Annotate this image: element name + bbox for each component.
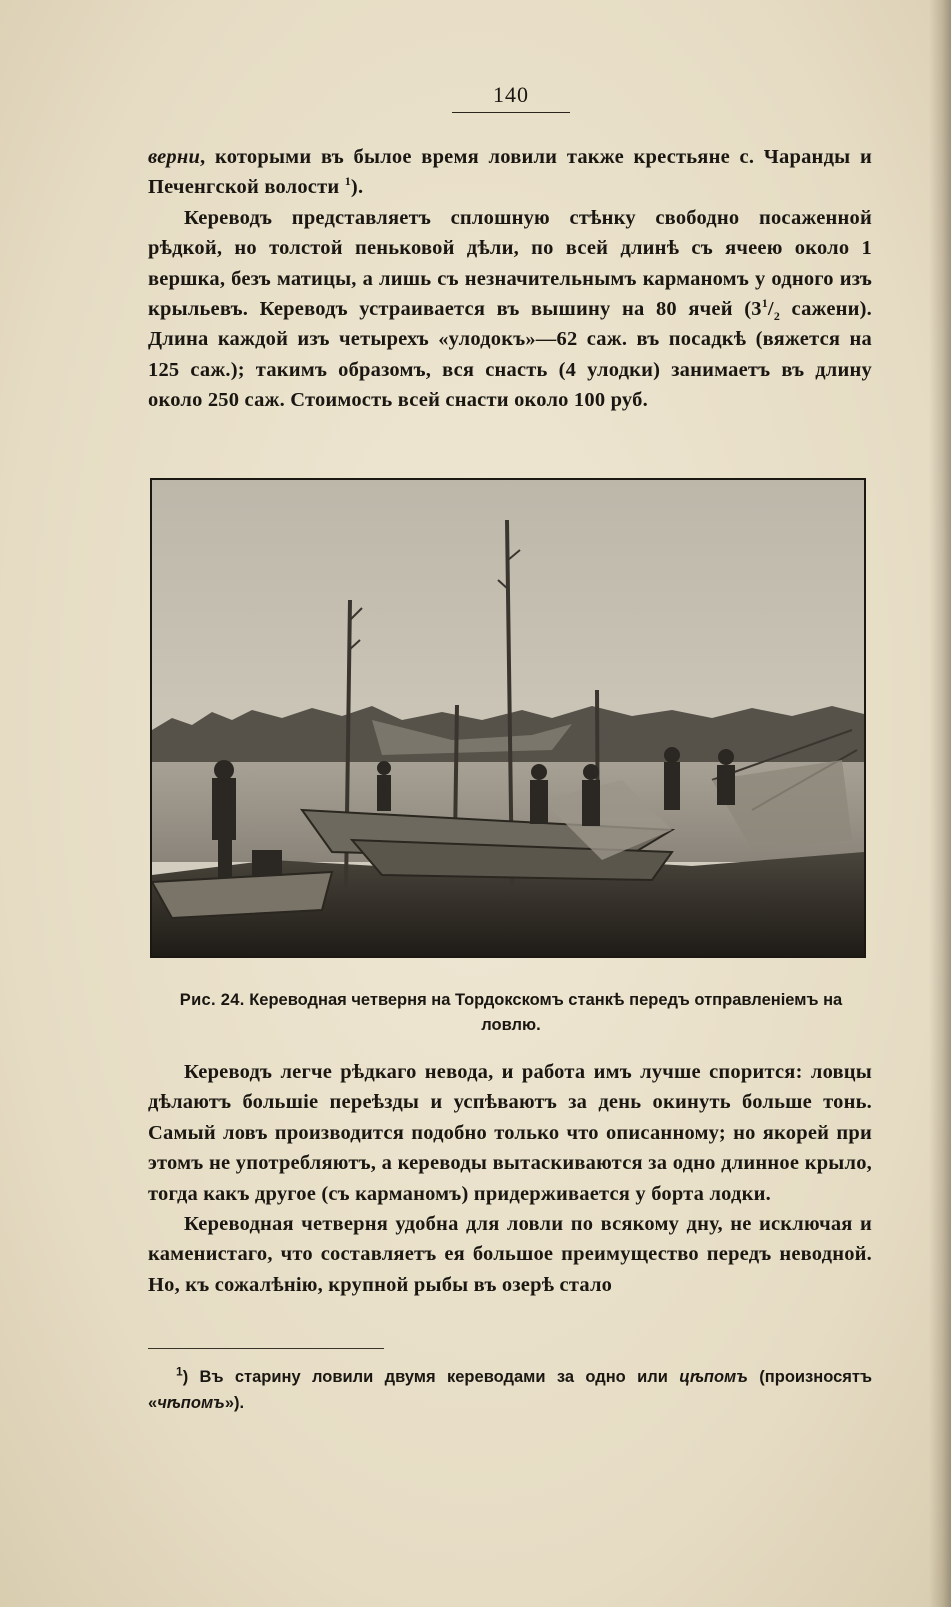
italic-term: верни (148, 146, 201, 168)
figure-caption-text: Кереводная четверня на Тордокскомъ станкѣ передъ отправленiемъ на ловлю. (244, 991, 843, 1034)
text-block-top (148, 142, 872, 416)
footnote-rule (148, 1348, 384, 1349)
paragraph-3: Кереводъ легче рѣдкаго невода, и работа имъ лучше спорится: ловцы дѣлаютъ большiе переѣзды и успѣваютъ за день окинуть больше тонь. Самый ловъ производится подобно только что описанному; но якорей при этомъ не употребляютъ, а кереводы вытаскиваются за одно длинное крыло, тогда какъ другое (съ карманомъ) придерживается у борта лодки. (148, 1061, 872, 1205)
footnote-ref: 1 (344, 174, 351, 189)
figure-label: Рис. 24. (179, 991, 245, 1009)
photo-figure (150, 478, 866, 958)
fishing-boats-photo (152, 480, 864, 956)
page-number: 140 (493, 82, 529, 107)
footnote-marker: 1 (176, 1364, 183, 1379)
header-rule (452, 112, 570, 113)
paragraph-1: верни, которыми въ былое время ловили также крестьяне с. Чаранды и Печенгской волости $^1$). (148, 146, 872, 199)
figure-caption (150, 988, 872, 1038)
paragraph-4: Кереводная четверня удобна для ловли по всякому дну, не исключая и каменистаго, что составляетъ ея большое преимущество передъ неводной. Но, къ сожалѣнiю, крупной рыбы въ озерѣ стало (148, 1213, 872, 1296)
paragraph-2: Кереводъ представляетъ сплошную стѣнку свободно посаженной рѣдкой, но толстой пеньковой дѣли, по всей длинѣ съ ячеею около 1 вершка, безъ матицы, а лишь съ незначительнымъ карманомъ у одного изъ крыльевъ. Кереводъ устраивается въ вышину на 80 ячей ($3^1/_2$ сажени). Длина каждой изъ четырехъ «улодокъ»—62 саж. въ посадкѣ (вяжется на 125 саж.); такимъ образомъ, вся снасть (4 улодки) занимаетъ въ длину около 250 саж. Стоимость всей снасти около 100 руб. (148, 206, 873, 412)
footnote: $^1$) Въ старину ловили двумя кереводами за одно или цѣпомъ (произносятъ «чѣпомъ»). (148, 1364, 872, 1412)
page-spine-shadow (929, 0, 951, 1607)
text-block-bottom (148, 1057, 872, 1300)
